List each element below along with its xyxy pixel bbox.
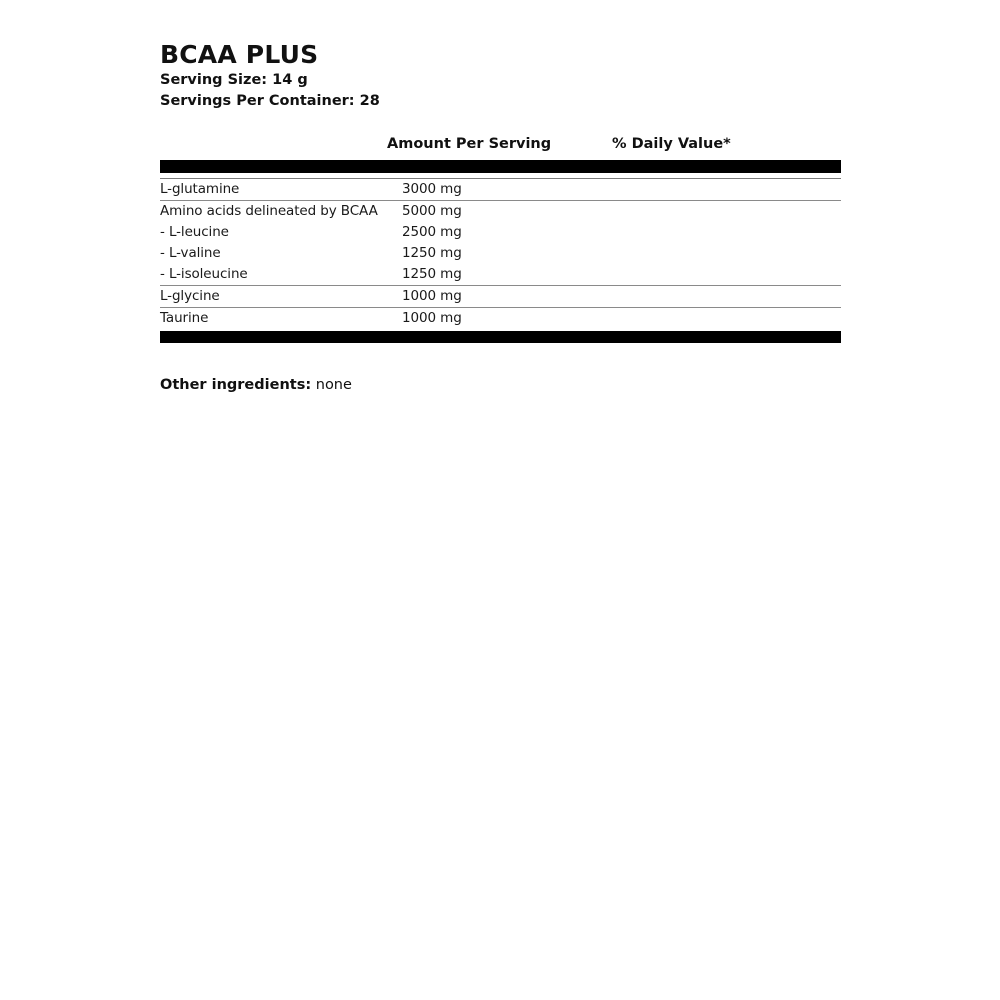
ingredient-amount: 1000 mg [402,288,462,304]
other-ingredients-value: none [315,377,352,393]
top-thick-divider [160,160,841,173]
ingredient-amount: 2500 mg [402,224,462,240]
daily-value-header: % Daily Value* [612,136,731,152]
serving-size: Serving Size: 14 g [160,72,308,88]
other-ingredients-label: Other ingredients: [160,377,312,393]
nutrient-table [160,178,841,329]
column-headers [160,136,841,160]
other-ingredients [160,375,841,395]
ingredient-name: L-glycine [160,288,220,304]
table-row [160,308,841,329]
supplement-facts-label [160,40,841,395]
table-row [160,243,841,264]
table-row [160,179,841,200]
bottom-thick-divider [160,331,841,343]
table-row [160,222,841,243]
table-row [160,286,841,307]
ingredient-name: L-glutamine [160,181,240,197]
ingredient-name: - L-isoleucine [160,266,248,282]
ingredient-amount: 1000 mg [402,310,462,326]
ingredient-amount: 1250 mg [402,245,462,261]
amount-per-serving-header: Amount Per Serving [387,136,552,152]
ingredient-name: Amino acids delineated by BCAA [160,203,378,219]
product-title: BCAA PLUS [160,40,319,69]
ingredient-name: - L-leucine [160,224,229,240]
ingredient-amount: 5000 mg [402,203,462,219]
ingredient-amount: 3000 mg [402,181,462,197]
ingredient-name: - L-valine [160,245,221,261]
table-row [160,264,841,285]
servings-per-container: Servings Per Container: 28 [160,93,380,109]
ingredient-name: Taurine [160,310,209,326]
table-row [160,201,841,222]
ingredient-amount: 1250 mg [402,266,462,282]
